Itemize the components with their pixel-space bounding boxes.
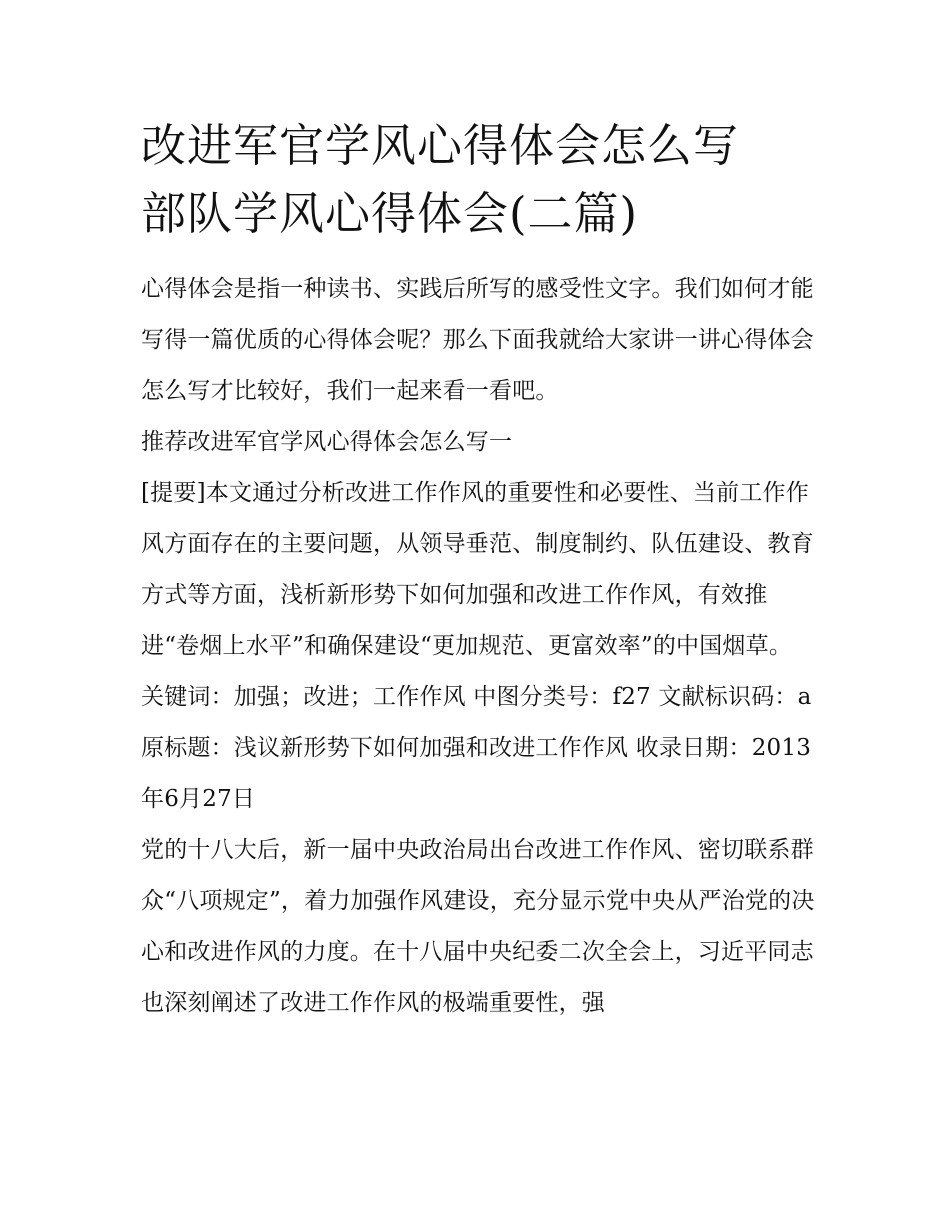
section-heading: 推荐改进军官学风心得体会怎么写一: [141, 429, 513, 455]
title-line-1: 改进军官学风心得体会怎么写: [141, 119, 740, 172]
body-paragraph: 党的十八大后，新一届中央政治局出台改进工作作风、密切联系群众“八项规定”，着力加强作风建设，充分显示党中央从严治党的决心和改进作风的力度。在十八届中央纪委二次全会上，习近平同志也深刻阐述了改进工作作风的极端重要性，强: [141, 837, 815, 1016]
keywords-paragraph: 关键词：加强；改进；工作作风 中图分类号：f27 文献标识码：a 原标题：浅议新形势下如何加强和改进工作作风 收录日期：2013年6月27日: [141, 684, 812, 812]
document-page: [141, 112, 821, 1029]
document-title: [141, 112, 821, 248]
intro-paragraph: 心得体会是指一种读书、实践后所写的感受性文字。我们如何才能写得一篇优质的心得体会呢？那么下面我就给大家讲一讲心得体会怎么写才比较好，我们一起来看一看吧。: [141, 276, 814, 404]
document-body: [141, 264, 821, 1029]
title-line-2: 部队学风心得体会(二篇): [141, 187, 639, 240]
abstract-paragraph: [提要]本文通过分析改进工作作风的重要性和必要性、当前工作作风方面存在的主要问题，从领导垂范、制度制约、队伍建设、教育方式等方面，浅析新形势下如何加强和改进工作作风，有效推进“卷烟上水平”和确保建设“更加规范、更富效率”的中国烟草。: [141, 480, 814, 659]
